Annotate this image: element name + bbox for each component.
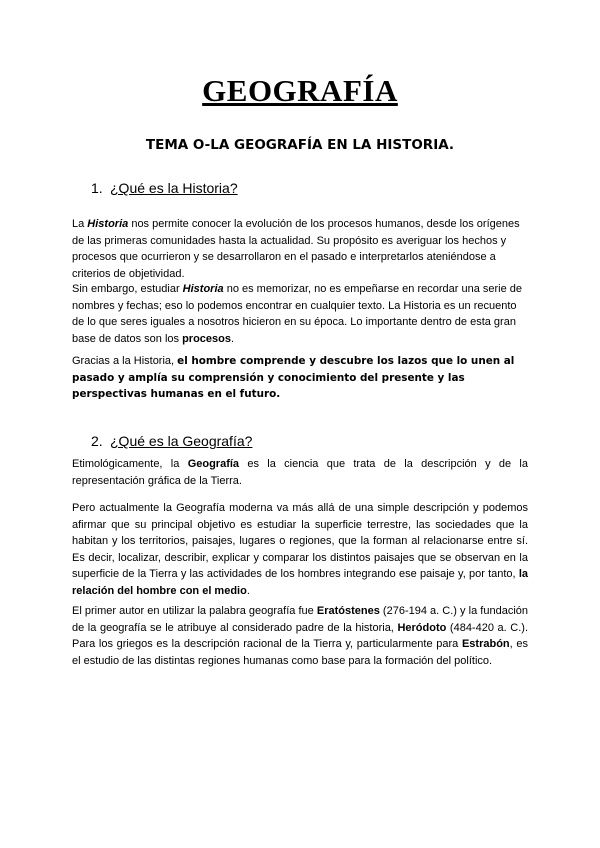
section-heading-geografia [91, 433, 252, 449]
bold-statement: el hombre comprende y descubre los lazos que lo unen al pasado y amplía su comprensión y conocimiento del presente y las perspectivas humanas en el futuro. [72, 355, 515, 400]
text-run: Sin embargo, estudiar [72, 283, 183, 295]
text-run: , es el estudio de las distintas regiones humanas como base para la formación del político. [72, 638, 528, 667]
geografia-paragraph-1 [72, 456, 528, 489]
bold-term: Geografía [187, 458, 240, 470]
geografia-paragraph-3 [72, 603, 528, 669]
text-run: . [246, 584, 250, 597]
section-number: 1. [91, 180, 103, 196]
bold-term: Estrabón [461, 638, 510, 650]
bold-term: la relación del hombre con el medio [72, 568, 528, 597]
bold-term: Eratóstenes [316, 605, 380, 617]
section-heading-historia [91, 180, 238, 196]
geografia-paragraph-2 [72, 500, 528, 599]
text-run: no es memorizar, no es empeñarse en recordar una serie de nombres y fechas; eso lo podemos encontrar en cualquier texto. La Historia es un recuento de lo que seres iguales a nosotros hicieron en su época. Lo importante dentro de esta gran base de datos son los [72, 283, 523, 345]
document-title: GEOGRAFÍA [202, 73, 398, 108]
text-run: Pero actualmente la Geografía moderna va más allá de una simple descripción y podemos afirmar que su principal objetivo es estudiar la superficie terrestre, las sociedades que la habitan y los territorios, paisajes, lugares o regiones, que la forman al relacionarse entre sí. Es decir, localizar, describir, explicar y comparar los distintos paisajes que se observan en la superficie de la Tierra y las actividades de los hombres integrando ese paisaje y, por tanto, [72, 502, 528, 580]
text-run: (276-194 a. C.) y la fundación de la geografía se le atribuye al considerado padre de la historia, [72, 605, 528, 634]
text-run: La [72, 218, 88, 230]
bold-term: Historia [87, 218, 129, 230]
text-run: (484-420 a. C.). Para los griegos es la descripción racional de la Tierra y, particularmente para [72, 621, 528, 650]
text-run: es la ciencia que trata de la descripción y de la representación gráfica de la Tierra. [72, 458, 528, 487]
bold-term: Heródoto [397, 621, 447, 634]
historia-paragraph-1 [72, 216, 528, 282]
historia-paragraph-2 [72, 281, 528, 347]
text-run: Gracias a la Historia, [72, 355, 178, 367]
section-title: ¿Qué es la Geografía? [110, 433, 253, 449]
section-title: ¿Qué es la Historia? [110, 180, 238, 196]
section-number: 2. [91, 433, 103, 449]
text-run: El primer autor en utilizar la palabra geografía fue [72, 605, 317, 617]
text-run: nos permite conocer la evolución de los procesos humanos, desde los orígenes de las primeras comunidades hasta la actualidad. Su propósito es averiguar los hechos y procesos que ocurrieron y se desarrollaron en el pasado e interpretarlos ateniéndose a criterios de objetividad. [72, 218, 520, 280]
historia-paragraph-3 [72, 353, 528, 403]
text-run: Etimológicamente, la [72, 458, 188, 470]
bold-term: procesos [182, 332, 231, 345]
text-run: . [231, 332, 235, 345]
document-subtitle: TEMA O-LA GEOGRAFÍA EN LA HISTORIA. [145, 137, 455, 153]
bold-term: Historia [182, 283, 224, 295]
